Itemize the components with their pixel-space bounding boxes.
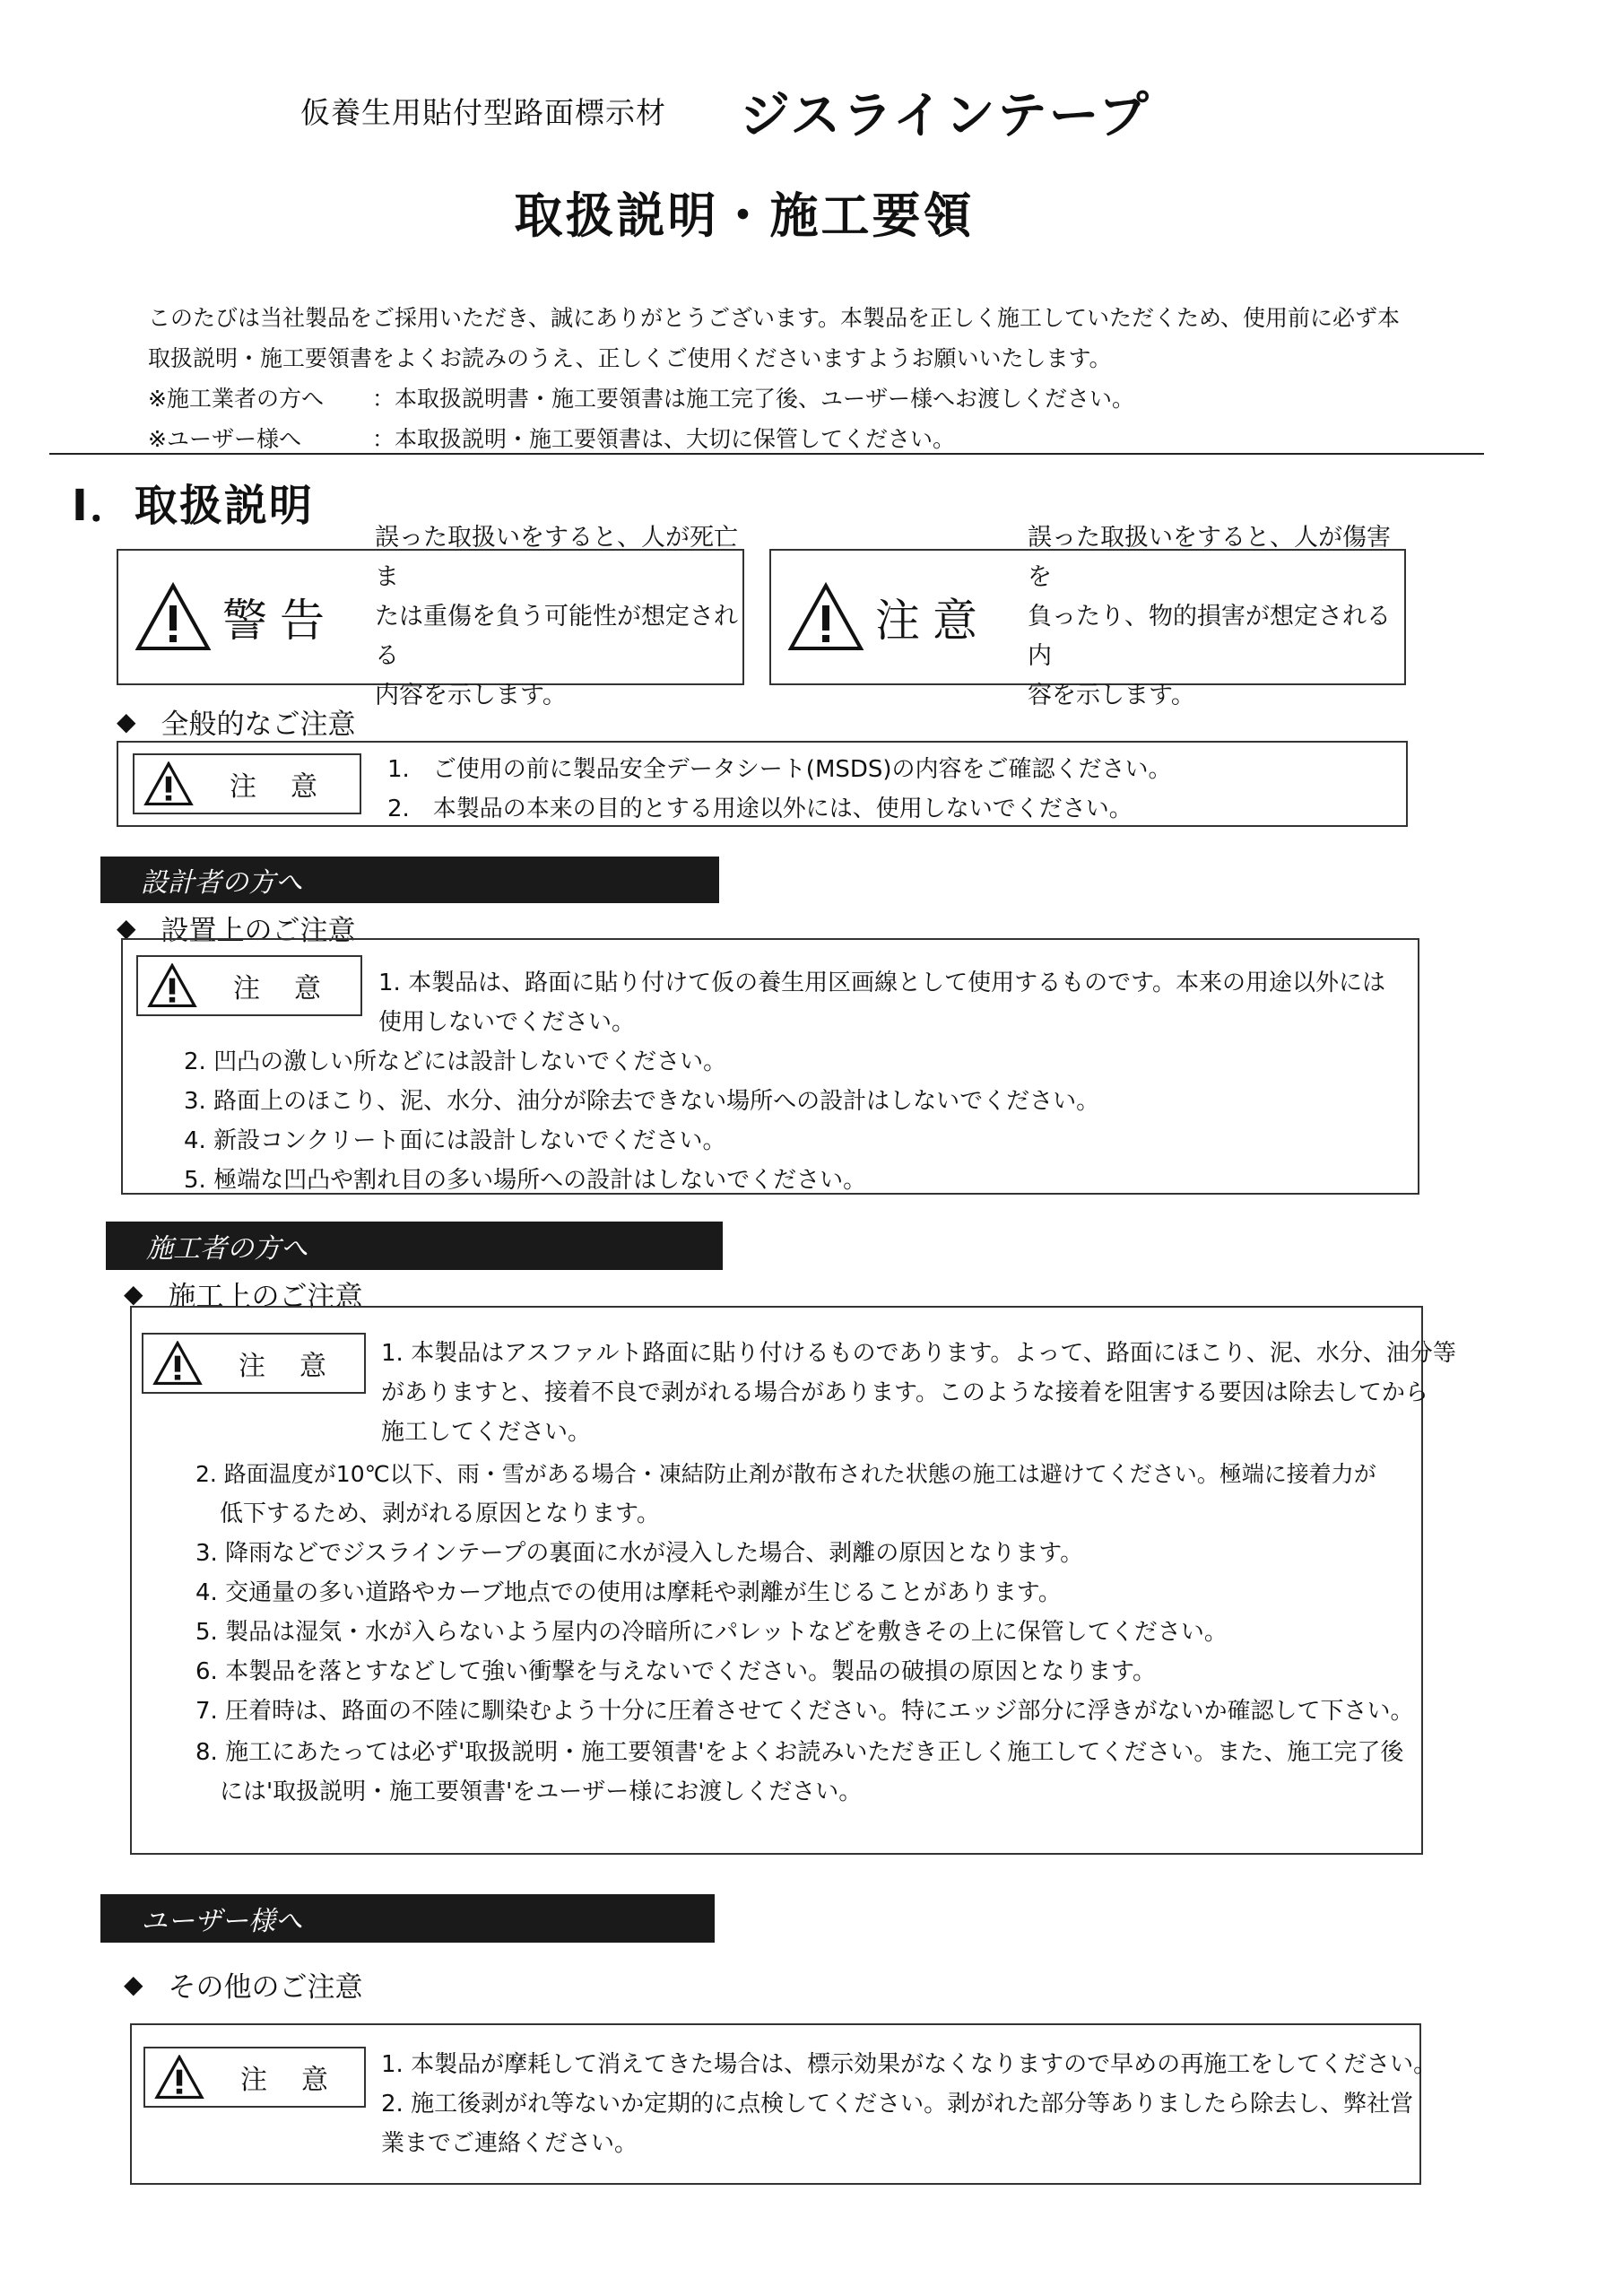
user-title xyxy=(124,1964,363,2005)
caution-triangle-icon xyxy=(154,2055,204,2100)
caution-label-text: 注意 xyxy=(230,771,352,803)
installer-item-7: 7. 圧着時は、路面の不陸に馴染むよう十分に圧着させてください。特にエッジ部分に浮きがないか確認して下さい。 xyxy=(195,1698,1414,1725)
designer-title-text: 設置上のご注意 xyxy=(161,915,356,947)
intro-line-1: このたびは当社製品をご採用いただき、誠にありがとうございます。本製品を正しく施工していただくため、使用前に必ず本 xyxy=(148,305,1401,331)
page-subtitle: 仮養生用貼付型路面標示材 xyxy=(300,95,666,130)
designer-item-5: 5. 極端な凹凸や割れ目の多い場所への設計はしないでください。 xyxy=(184,1167,867,1194)
caution-desc-line-1: 誤った取扱いをすると、人が傷害を xyxy=(1028,524,1391,591)
caution-triangle-icon xyxy=(787,582,864,652)
designer-band: 設計者の方へ xyxy=(100,857,719,903)
diamond-bullet-icon: ◆ xyxy=(124,1279,143,1309)
user-item-2a: 2. 施工後剥がれ等ないか定期的に点検してください。剥がれた部分等ありましたら除去し、弊社営 xyxy=(381,2091,1414,2118)
legend-warning xyxy=(117,524,744,709)
caution-triangle-icon xyxy=(143,761,194,806)
note-installer xyxy=(148,378,1439,419)
warning-desc-line-1: 誤った取扱いをすると、人が死亡ま xyxy=(375,524,738,591)
section-heading: Ⅰ．取扱説明 xyxy=(72,481,314,531)
installer-item-8a: 8. 施工にあたっては必ず'取扱説明・施工要領書'をよくお読みいただき正しく施工してください。また、施工完了後 xyxy=(195,1739,1404,1766)
installer-item-2a: 2. 路面温度が10℃以下、雨・雪がある場合・凍結防止剤が散布された状態の施工は避けてください。極端に接着力が xyxy=(195,1461,1376,1487)
caution-triangle-icon xyxy=(152,1341,203,1386)
warning-triangle-icon xyxy=(135,582,212,652)
product-name: ジスラインテープ xyxy=(740,87,1150,145)
warning-description xyxy=(375,518,742,716)
installer-item-5: 5. 製品は湿気・水が入らないよう屋内の冷暗所にパレットなどを敷きその上に保管してください。 xyxy=(195,1619,1228,1646)
caution-label-text: 注意 xyxy=(233,973,355,1004)
section-divider xyxy=(49,453,1484,455)
caution-label xyxy=(133,753,361,814)
caution-label-text: 注意 xyxy=(239,1351,360,1382)
caution-triangle-icon xyxy=(147,963,197,1008)
caution-label xyxy=(136,955,362,1016)
legend-caution xyxy=(769,524,1406,709)
diamond-bullet-icon: ◆ xyxy=(117,913,136,943)
warning-word: 警告 xyxy=(222,595,337,647)
user-band: ユーザー様へ xyxy=(100,1894,715,1943)
designer-item-1a: 1. 本製品は、路面に貼り付けて仮の養生用区画線として使用するものです。本来の用途以外には xyxy=(378,970,1385,996)
general-title xyxy=(117,701,356,742)
warning-desc-line-2: たは重傷を負う可能性が想定される xyxy=(375,603,738,670)
designer-item-2: 2. 凹凸の激しい所などには設計しないでください。 xyxy=(184,1048,727,1075)
caution-desc-line-3: 容を示します。 xyxy=(1028,682,1195,709)
installer-band: 施工者の方へ xyxy=(106,1222,723,1270)
user-item-1: 1. 本製品が摩耗して消えてきた場合は、標示効果がなくなりますので早めの再施工をしてください。 xyxy=(381,2051,1437,2078)
installer-item-4: 4. 交通量の多い道路やカーブ地点での使用は摩耗や剥離が生じることがあります。 xyxy=(195,1579,1062,1606)
installer-item-1c: 施工してください。 xyxy=(381,1419,592,1446)
diamond-bullet-icon: ◆ xyxy=(124,1970,143,1999)
installer-item-1a: 1. 本製品はアスファルト路面に貼り付けるものであります。よって、路面にほこり、泥、水分、油分等 xyxy=(381,1340,1456,1367)
caution-description xyxy=(1028,518,1404,716)
installer-item-8b: には'取扱説明・施工要領書'をユーザー様にお渡しください。 xyxy=(220,1779,863,1805)
designer-item-1b: 使用しないでください。 xyxy=(378,1009,636,1036)
note-installer-text: ：本取扱説明書・施工要領書は施工完了後、ユーザー様へお渡しください。 xyxy=(372,386,1135,412)
installer-item-2b: 低下するため、剥がれる原因となります。 xyxy=(220,1500,660,1527)
designer-item-4: 4. 新設コンクリート面には設計しないでください。 xyxy=(184,1127,726,1154)
diamond-bullet-icon: ◆ xyxy=(117,707,136,736)
designer-item-3: 3. 路面上のほこり、泥、水分、油分が除去できない場所への設計はしないでください。 xyxy=(184,1088,1100,1115)
note-user-label: ※ユーザー様へ xyxy=(148,426,301,452)
warning-desc-line-3: 内容を示します。 xyxy=(375,682,567,709)
caution-label xyxy=(143,2047,366,2108)
intro-line-2: 取扱説明・施工要領書をよくお読みのうえ、正しくご使用くださいますようお願いいたします。 xyxy=(148,345,1112,371)
installer-item-1b: がありますと、接着不良で剥がれる場合があります。このような接着を阻害する要因は除去してから xyxy=(381,1379,1428,1406)
note-user-text: ：本取扱説明・施工要領書は、大切に保管してください。 xyxy=(372,426,956,452)
general-item-1: 1. ご使用の前に製品安全データシート(MSDS)の内容をご確認ください。 xyxy=(387,756,1172,783)
note-installer-label: ※施工業者の方へ xyxy=(148,386,324,412)
general-item-2: 2. 本製品の本来の目的とする用途以外には、使用しないでください。 xyxy=(387,796,1133,822)
installer-title-text: 施工上のご注意 xyxy=(168,1281,363,1313)
general-title-text: 全般的なご注意 xyxy=(161,709,356,741)
caution-word: 注意 xyxy=(875,595,990,647)
installer-item-3: 3. 降雨などでジスラインテープの裏面に水が浸入した場合、剥離の原因となります。 xyxy=(195,1540,1084,1567)
page-title: 取扱説明・施工要領 xyxy=(514,187,975,244)
caution-desc-line-2: 負ったり、物的損害が想定される内 xyxy=(1028,603,1391,670)
caution-label xyxy=(142,1333,366,1394)
installer-item-6: 6. 本製品を落とすなどして強い衝撃を与えないでください。製品の破損の原因となります。 xyxy=(195,1658,1156,1685)
user-title-text: その他のご注意 xyxy=(168,1971,363,2004)
intro-text xyxy=(148,298,1439,459)
caution-label-text: 注意 xyxy=(240,2065,362,2096)
user-item-2b: 業までご連絡ください。 xyxy=(381,2130,638,2157)
